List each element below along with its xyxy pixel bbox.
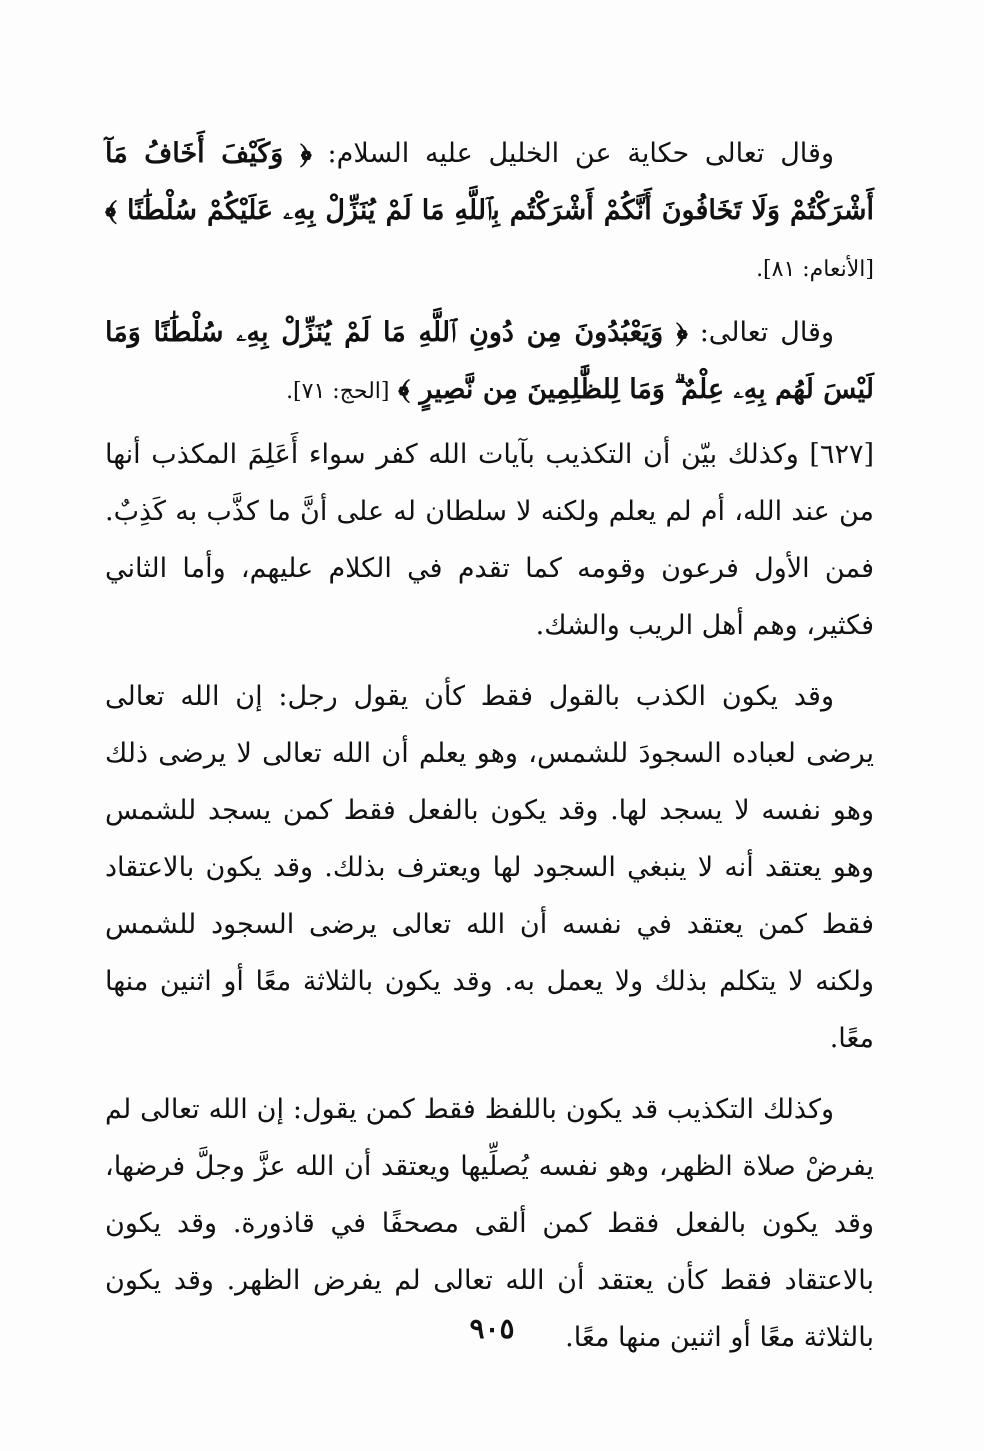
verse-reference: [الأنعام: ٨١]. — [756, 257, 874, 282]
body-text — [105, 125, 874, 1380]
quote-intro: وقال تعالى: — [699, 317, 834, 348]
quran-verse: ﴿ وَيَعْبُدُونَ مِن دُونِ ٱللَّهِ مَا لَمْ يُنَزِّلْ بِهِۦ سُلْطَٰنًا وَمَا لَيْسَ لَهُم بِهِۦ عِلْمٌ ۗ وَمَا لِلظَّٰلِمِينَ مِن نَّصِيرٍ ﴾ — [105, 317, 874, 405]
body-paragraph: [٦٢٧] وكذلك بيّن أن التكذيب بآيات الله كفر سواء أَعَلِمَ المكذب أنها من عند الله، أم لم يعلم ولكنه لا سلطان له على أنَّ ما كذَّب به كَذِبٌ. فمن الأول فرعون وقومه كما تقدم في الكلام عليهم، وأما الثاني فكثير، وهم أهل الريب والشك. — [105, 439, 874, 641]
quote-intro: وقال تعالى حكاية عن الخليل عليه السلام: — [327, 138, 834, 169]
body-paragraph: وقد يكون الكذب بالقول فقط كأن يقول رجل: إن الله تعالى يرضى لعباده السجودَ للشمس، وهو يعلم أن الله تعالى لا يرضى ذلك وهو نفسه لا يسجد لها. وقد يكون بالفعل فقط كمن يسجد للشمس وهو يعتقد أنه لا ينبغي السجود لها ويعترف بذلك. وقد يكون بالاعتقاد فقط كمن يعتقد في نفسه أن الله تعالى يرضى السجود للشمس ولكنه لا يتكلم بذلك ولا يعمل به. وقد يكون بالثلاثة معًا أو اثنين منها معًا. — [105, 681, 874, 1054]
page-number: ٩٠٥ — [469, 1312, 515, 1345]
quote-paragraph-anam — [105, 125, 874, 298]
quote-paragraph-hajj — [105, 304, 874, 420]
verse-reference: [الحج: ٧١]. — [286, 379, 390, 404]
body-paragraph: وكذلك التكذيب قد يكون باللفظ فقط كمن يقول: إن الله تعالى لم يفرضْ صلاة الظهر، وهو نفسه يُصلِّيها ويعتقد أن الله عزَّ وجلَّ فرضها، وقد يكون بالفعل فقط كمن ألقى مصحفًا في قاذورة. وقد يكون بالاعتقاد فقط كأن يعتقد أن الله تعالى لم يفرض الظهر. وقد يكون بالثلاثة معًا أو اثنين منها معًا. — [105, 1094, 874, 1353]
quran-verse: ﴿ وَكَيْفَ أَخَافُ مَآ أَشْرَكْتُمْ وَلَا تَخَافُونَ أَنَّكُمْ أَشْرَكْتُم بِٱللَّهِ مَا لَمْ يُنَزِّلْ بِهِۦ عَلَيْكُمْ سُلْطَٰنًا ﴾ — [105, 138, 874, 226]
